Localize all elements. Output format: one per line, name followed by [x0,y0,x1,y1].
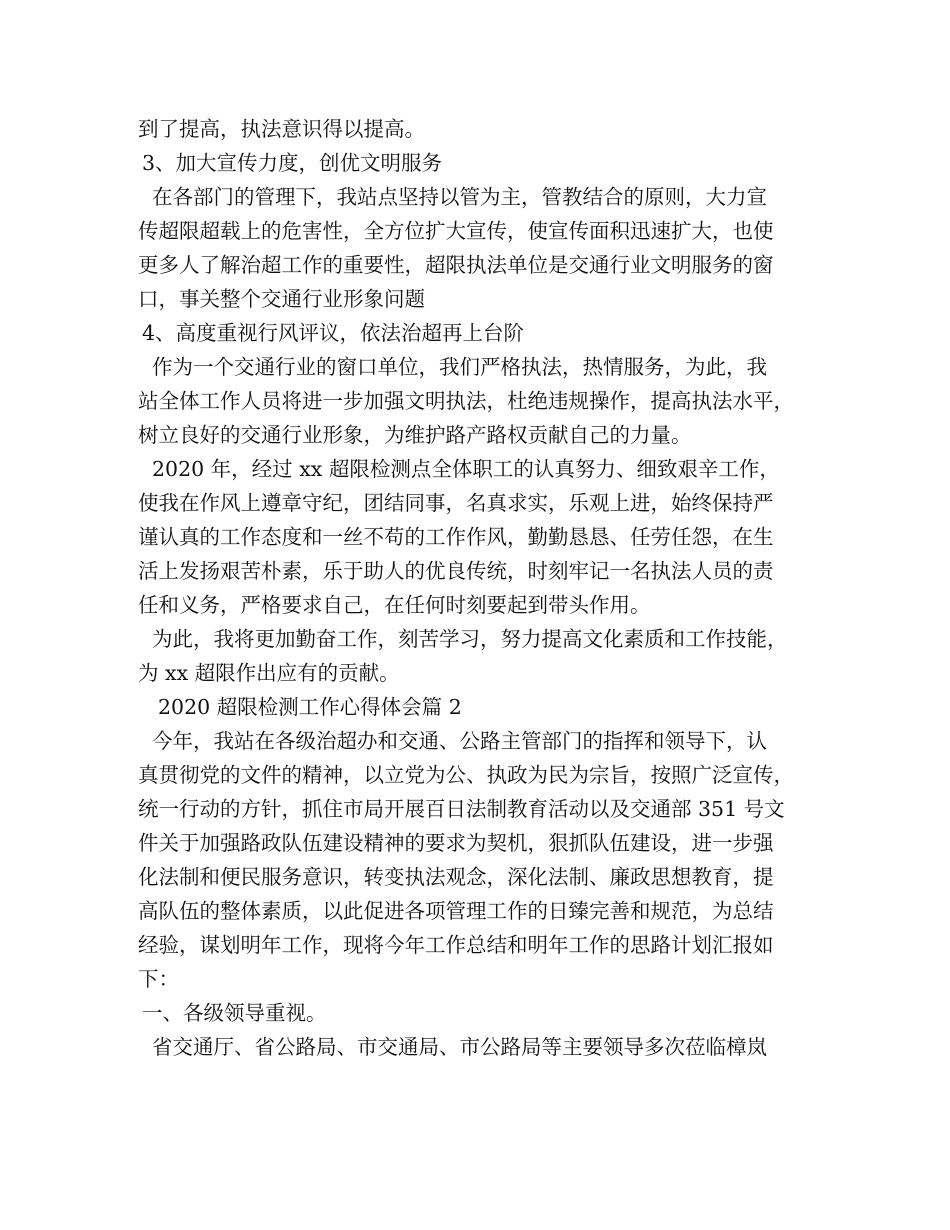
text-line: 下： [138,967,179,991]
text-line: 口，事关整个交通行业形象问题 [138,287,425,311]
text-line: 任和义务，严格要求自己，在任何时刻要起到带头作用。 [138,593,651,617]
text-line: 省交通厅、省公路局、市交通局、市公路局等主要领导多次莅临樟岚 [152,1035,767,1059]
text-line: 为 xx 超限作出应有的贡献。 [138,661,400,685]
text-line: 高队伍的整体素质，以此促进各项管理工作的日臻完善和规范，为总结 [138,899,774,923]
text-line: 化法制和便民服务意识，转变执法观念，深化法制、廉政思想教育，提 [138,865,774,889]
article-title: 2020 超限检测工作心得体会篇 2 [158,695,462,719]
section-heading: 3、加大宣传力度，创优文明服务 [142,151,443,175]
text-line: 为此，我将更加勤奋工作，刻苦学习，努力提高文化素质和工作技能， [152,627,788,651]
text-line: 站全体工作人员将进一步加强文明执法，杜绝违规操作，提高执法水平， [138,389,794,413]
text-line: 传超限超载上的危害性，全方位扩大宣传，使宣传面积迅速扩大，也使 [138,219,774,243]
document-body [138,112,818,1064]
text-line: 更多人了解治超工作的重要性，超限执法单位是交通行业文明服务的窗 [138,253,774,277]
text-line: 2020 年，经过 xx 超限检测点全体职工的认真努力、细致艰辛工作， [152,457,780,481]
text-line: 在各部门的管理下，我站点坚持以管为主，管教结合的原则，大力宣 [152,185,767,209]
text-line: 今年，我站在各级治超办和交通、公路主管部门的指挥和领导下，认 [152,729,767,753]
text-line: 使我在作风上遵章守纪，团结同事，名真求实，乐观上进，始终保持严 [138,491,774,515]
text-line: 活上发扬艰苦朴素，乐于助人的优良传统，时刻牢记一名执法人员的责 [138,559,774,583]
text-line: 作为一个交通行业的窗口单位，我们严格执法，热情服务，为此，我 [152,355,767,379]
section-heading: 4、高度重视行风评议，依法治超再上台阶 [142,321,525,345]
text-line: 树立良好的交通行业形象，为维护路产路权贡献自己的力量。 [138,423,692,447]
text-line: 真贯彻党的文件的精神，以立党为公、执政为民为宗旨，按照广泛宣传， [138,763,794,787]
text-line: 统一行动的方针，抓住市局开展百日法制教育活动以及交通部 351 号文 [138,797,785,821]
text-line: 经验，谋划明年工作，现将今年工作总结和明年工作的思路计划汇报如 [138,933,774,957]
text-line: 到了提高，执法意识得以提高。 [138,117,425,141]
text-line: 谨认真的工作态度和一丝不苟的工作作风，勤勤恳恳、任劳任怨，在生 [138,525,774,549]
text-line: 件关于加强路政队伍建设精神的要求为契机，狠抓队伍建设，进一步强 [138,831,774,855]
section-heading: 一、各级领导重视。 [142,1001,327,1025]
